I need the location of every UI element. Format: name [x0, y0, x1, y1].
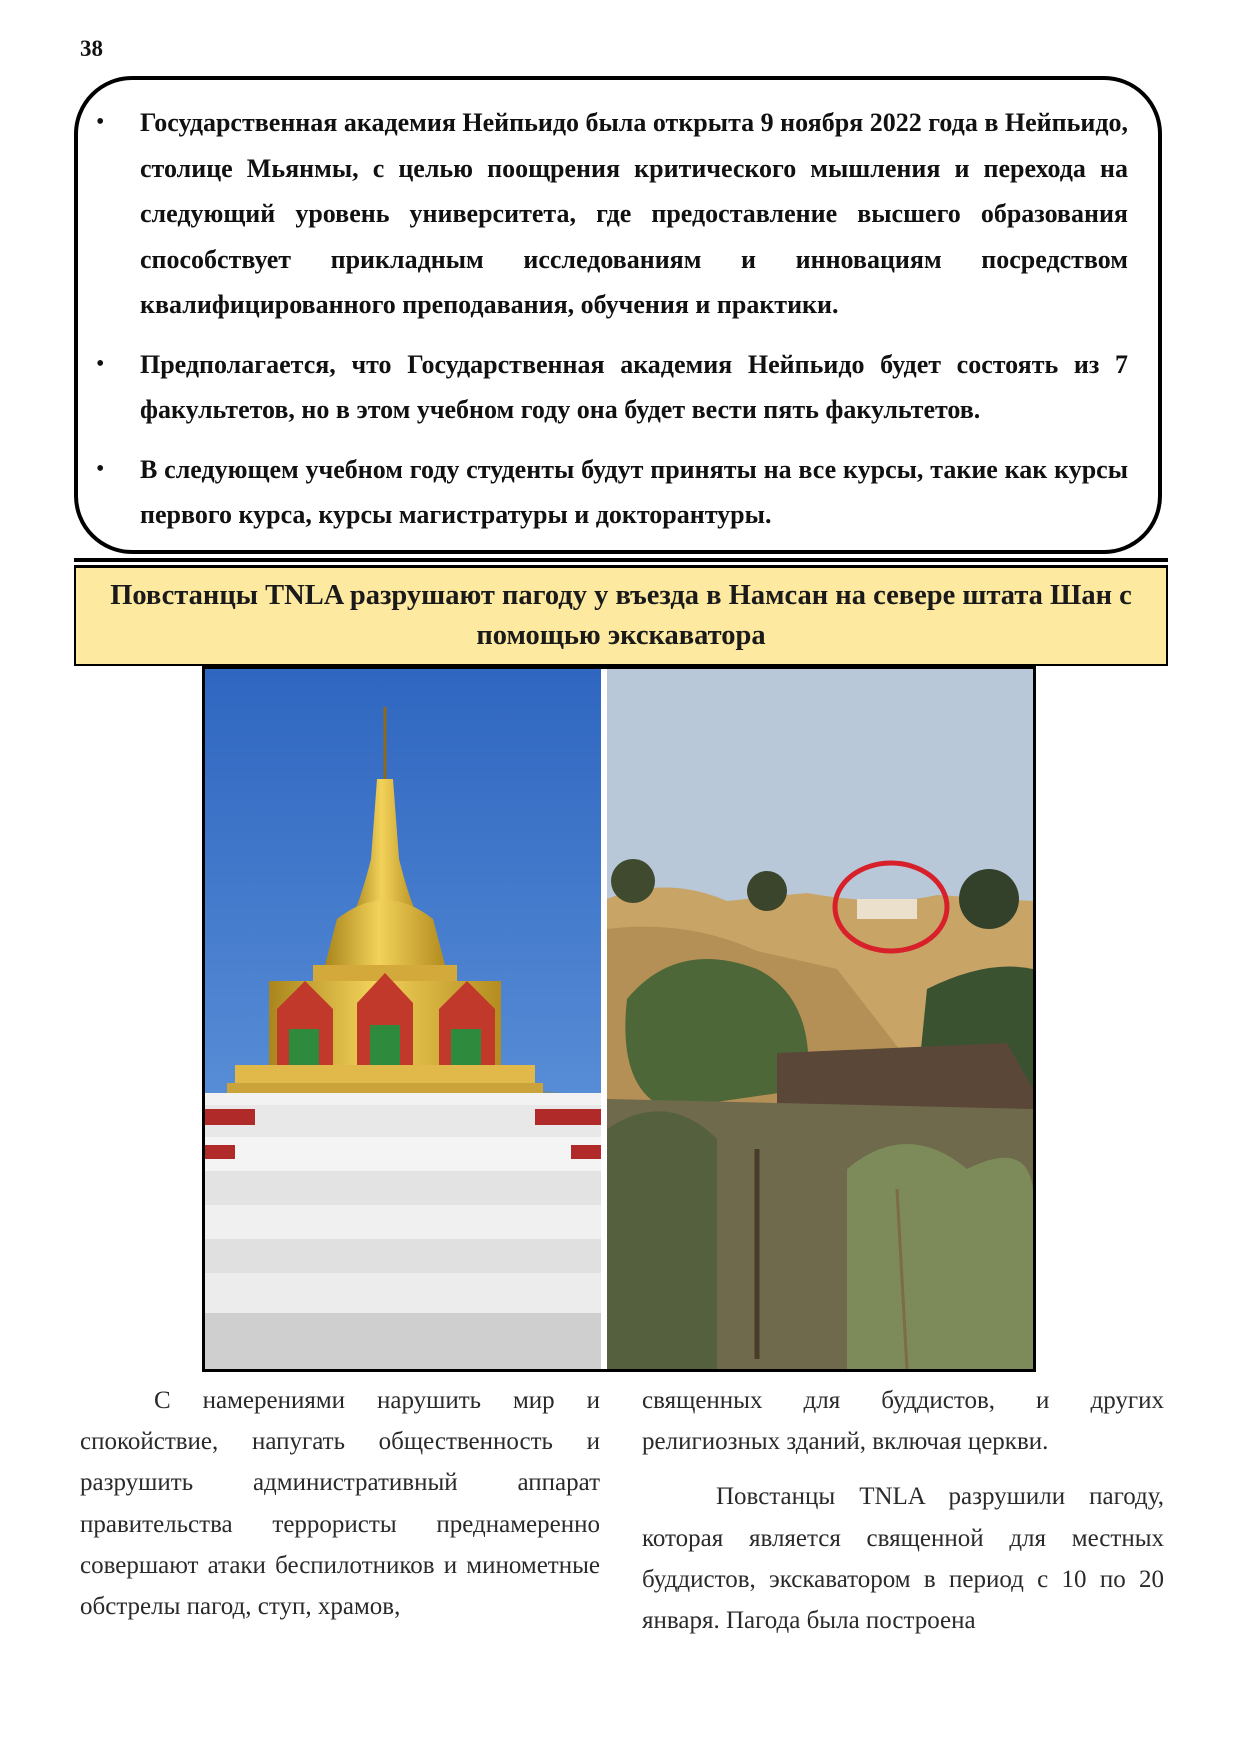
article-headline-box: [74, 566, 1168, 666]
paragraph: Повстанцы TNLA разрушили пагоду, которая является священной для местных буддистов, экскаватором в период с 10 по 20 января. Пагода была построена: [642, 1483, 1164, 1635]
article-column-left: [80, 1380, 600, 1627]
info-bullet: • Государственная академия Нейпьидо была открыта 9 ноября 2022 года в Нейпьидо, столице Мьянмы, с целью поощрения критического мышления и перехода на следующий уровень университета, где предоставление высшего образования способствует прикладным исследованиям и инновациям посредством квалифицированного преподавания, обучения и практики.: [140, 100, 1128, 328]
section-divider: [74, 558, 1168, 562]
article-headline: Повстанцы TNLA разрушают пагоду у въезда в Намсан на севере штата Шан с помощью экскаватора: [110, 580, 1132, 651]
paragraph: священных для буддистов, и других религиозных зданий, включая церкви.: [642, 1387, 1164, 1456]
info-bullet: • Предполагается, что Государственная академия Нейпьидо будет состоять из 7 факультетов, но в этом учебном году она будет вести пять факультетов.: [140, 342, 1128, 433]
info-box: [74, 76, 1162, 554]
pagoda-photo: [205, 669, 601, 1369]
paragraph: С намерениями нарушить мир и спокойствие, напугать общественность и разрушить административный аппарат правительства террористы преднамеренно совершают атаки беспилотников и минометные обстрелы пагод, ступ, храмов,: [80, 1387, 600, 1621]
excavator-hill-photo: [607, 669, 1033, 1369]
info-bullet-list: [140, 100, 1128, 552]
info-bullet: • В следующем учебном году студенты будут приняты на все курсы, такие как курсы первого курса, курсы магистратуры и докторантуры.: [140, 447, 1128, 538]
page-number: 38: [80, 36, 103, 61]
article-photo: [202, 666, 1036, 1372]
article-column-right: [642, 1380, 1164, 1641]
